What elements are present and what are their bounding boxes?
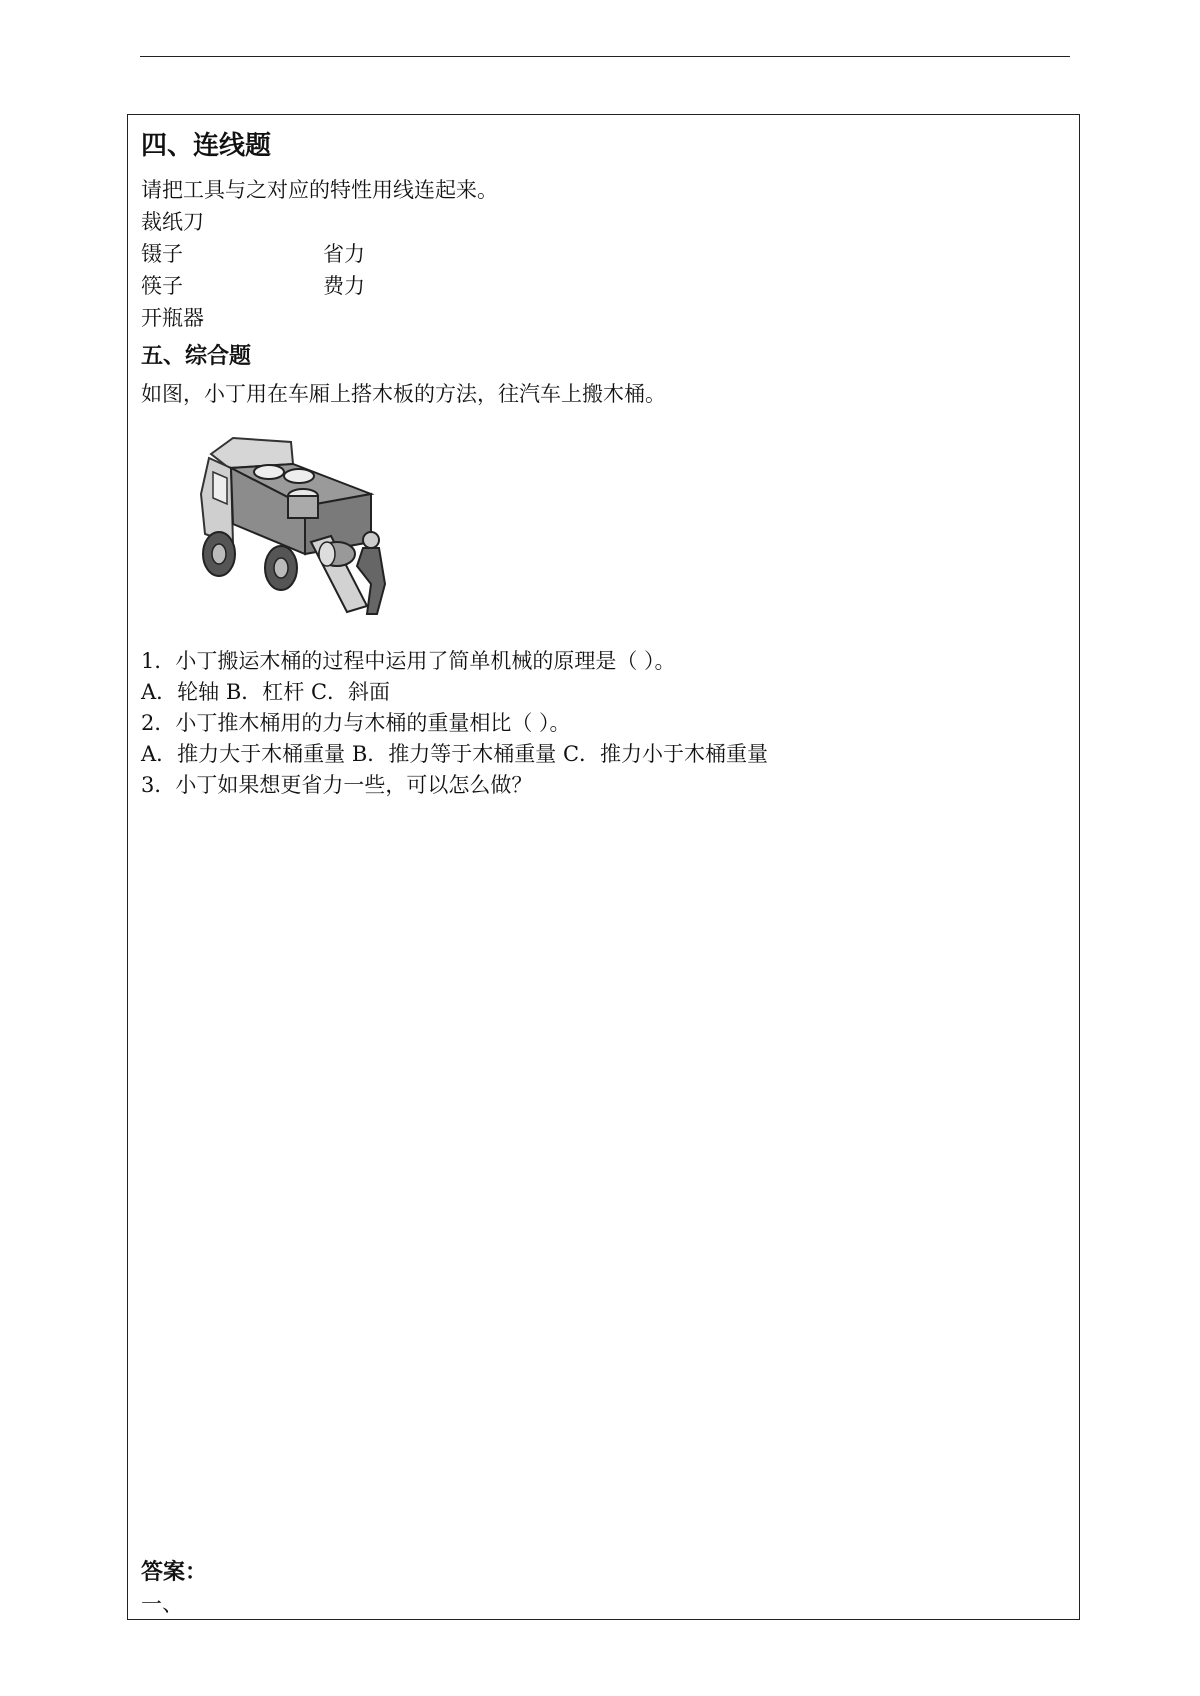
question-2-options: A．推力大于木桶重量 B．推力等于木桶重量 C．推力小于木桶重量 (141, 742, 769, 766)
question-3: 3．小丁如果想更省力一些，可以怎么做？ (141, 773, 533, 797)
match-row (141, 302, 1061, 334)
property-cost-force: 费力 (323, 274, 365, 298)
match-row (141, 270, 1061, 302)
match-row (141, 238, 1061, 270)
question-2: 2．小丁推木桶用的力与木桶的重量相比（ ）。 (141, 711, 571, 735)
section4-title: 四、连线题 (141, 131, 272, 161)
section5-intro: 如图，小丁用在车厢上搭木板的方法，往汽车上搬木桶。 (141, 382, 666, 406)
answers-first: 一、 (141, 1592, 183, 1616)
question-1: 1．小丁搬运木桶的过程中运用了简单机械的原理是（ ）。 (141, 649, 676, 673)
question-1-options: A．轮轴 B．杠杆 C．斜面 (141, 680, 391, 704)
truck-ramp-illustration (181, 424, 401, 624)
answers-title: 答案： (141, 1560, 208, 1585)
section4-instruction: 请把工具与之对应的特性用线连起来。 (141, 178, 498, 202)
worksheet-content (141, 124, 1061, 801)
tool-paper-cutter: 裁纸刀 (141, 210, 204, 234)
tool-chopsticks: 筷子 (141, 274, 183, 298)
tool-bottle-opener: 开瓶器 (141, 306, 204, 330)
header-rule (140, 56, 1070, 57)
match-row (141, 206, 1061, 238)
property-save-force: 省力 (323, 242, 365, 266)
tool-tweezers: 镊子 (141, 242, 183, 266)
answers-block (141, 1558, 207, 1620)
section5-title: 五、综合题 (141, 344, 252, 369)
